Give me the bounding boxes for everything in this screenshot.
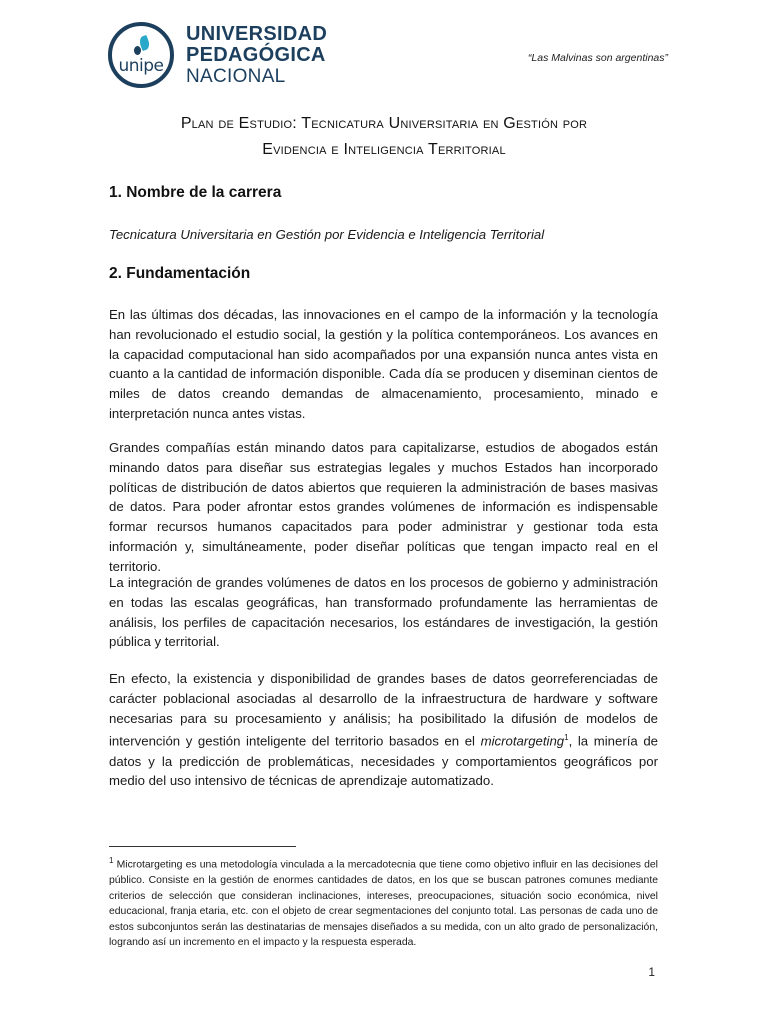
paragraph-1: En las últimas dos décadas, las innovaciones en el campo de la información y la tecnología han revolucionado el estudio social, la gestión y la política contemporáneos. Los avances en la capacidad computacional han sido acompañados por una expansión nunca antes vista en cuanto a la cantidad de información disponible. Cada día se producen y diseminan cientos de miles de datos creando demandas de almacenamiento, procesamiento, minado e interpretación nunca antes vistas.: [109, 307, 658, 421]
footnote: [109, 853, 658, 951]
microtargeting-term: microtargeting: [480, 733, 565, 749]
footnote-text: Microtargeting es una metodología vinculada a la mercadotecnia que tiene como objetivo influir en las decisiones del público. Consiste en la gestión de enormes cantidades de datos, en los que se buscan patrones comunes mediante criterios de selección que consideran inclinaciones, intereses, preocupaciones, situación socio económica, nivel educacional, franja etaria, etc. con el objeto de crear segmentaciones del conjunto total. Las personas de cada uno de estos subconjuntos serán las destinatarias de mensajes diseñados a su medida, con un alto grado de personalización, logrando así un incremento en el impacto y la respuesta esperada.: [109, 859, 658, 949]
page-number: 1: [648, 965, 655, 979]
footnote-reference[interactable]: 1: [564, 733, 569, 743]
page-header: [108, 22, 668, 92]
title-line-2: Evidencia e Inteligencia Territorial: [262, 141, 506, 158]
institution-name: [186, 24, 327, 87]
header-motto: “Las Malvinas son argentinas”: [527, 52, 668, 64]
footnote-number: 1: [109, 856, 114, 865]
title-line-1: Plan de Estudio: Tecnicatura Universitaria en Gestión por: [180, 115, 588, 132]
paragraph-2: Grandes compañías están minando datos para capitalizarse, estudios de abogados están minando datos para diseñar sus estrategias legales y muchos Estados han incorporado políticas de distribución de datos abiertos que requieren la administración de bases masivas de datos. Para poder afrontar estos grandes volúmenes de información es indispensable formar recursos humanos capacitados para poder administrar y gestionar toda esta información y, simultáneamente, poder diseñar políticas que tengan impacto real en el territorio.: [109, 440, 658, 574]
institution-line-3: NACIONAL: [186, 66, 286, 87]
paragraph-4-part-2: , la minería de datos y la predicción de problemáticas, necesidades y comportamientos geográficos por medio del uso intensivo de técnicas de aprendizaje automatizado.: [109, 733, 658, 789]
section-2-heading: 2. Fundamentación: [109, 265, 251, 282]
footnote-divider: [109, 846, 296, 847]
section-1-text: Tecnicatura Universitaria en Gestión por Evidencia e Inteligencia Territorial: [109, 227, 545, 242]
unipe-logo: [108, 22, 174, 88]
logo-dot-icon: [134, 46, 141, 55]
institution-line-1: UNIVERSIDAD: [186, 23, 328, 45]
institution-line-2: PEDAGÓGICA: [186, 44, 326, 66]
paragraph-4-part-1: En efecto, la existencia y disponibilidad de grandes bases de datos georreferenciadas de carácter poblacional asociadas al desarrollo de la infraestructura de hardware y software necesarias para su procesamiento y análisis; ha posibilitado la difusión de modelos de intervención y gestión inteligente del territorio basados en el: [109, 671, 658, 749]
document-title: [100, 111, 668, 163]
paragraph-3: La integración de grandes volúmenes de datos en los procesos de gobierno y administración en todas las escalas geográficas, han transformado profundamente las herramientas de análisis, los perfiles de capacitación necesarios, los estándares de investigación, la gestión pública y territorial.: [109, 575, 658, 650]
logo-text: unipe: [118, 56, 164, 76]
section-1-heading: 1. Nombre de la carrera: [109, 184, 282, 201]
paragraph-4: [109, 669, 658, 791]
